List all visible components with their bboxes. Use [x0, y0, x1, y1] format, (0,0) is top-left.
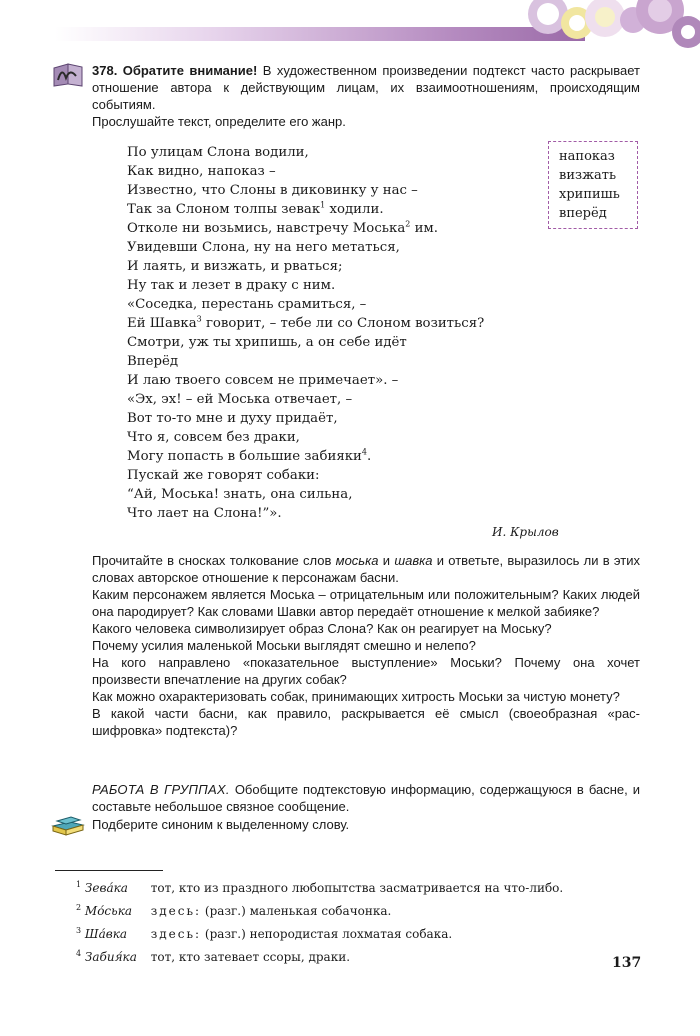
- poem-line: Вот то-то мне и духу придаёт,: [127, 411, 338, 426]
- poem-line: И лаять, и визжать, и рваться;: [127, 259, 343, 274]
- poem-line: Пускай же говорят собаки:: [127, 468, 320, 483]
- question-item: Каким персонажем является Моська – отрицательным или положительным? Каких людей она пародирует? Как словами Шавки автор передаёт отношение к мелкой забияке?: [92, 587, 640, 619]
- question-item: В какой части басни, как правило, раскрывается её смысл (своеобразная «рас-шифровка» подтекста)?: [92, 706, 640, 738]
- poem-line: Вперёд: [127, 354, 179, 369]
- poem-line: Как видно, напоказ –: [127, 164, 276, 179]
- poem-line: Отколе ни возьмись, навстречу Моська$^2$ им.: [127, 219, 439, 236]
- question-list: [92, 552, 640, 739]
- group-work-label: РАБОТА В ГРУППАХ.: [92, 782, 230, 797]
- poem-line: «Эх, эх! – ей Моська отвечает, –: [127, 392, 353, 407]
- synonym-task: Подберите синоним к выделенному слову.: [92, 817, 350, 832]
- footnotes: [76, 875, 563, 967]
- exercise-task: Прослушайте текст, определите его жанр.: [92, 114, 346, 129]
- poem-line: “Ай, Моська! знать, она сильна,: [127, 487, 353, 502]
- poem-line: И лаю твоего совсем не примечает». –: [127, 373, 399, 388]
- vocab-word: хрипишь: [559, 187, 620, 202]
- listen-icon: [52, 62, 86, 88]
- poem-line: Могу попасть в большие забияки$^4$.: [127, 447, 372, 464]
- poem-line: Увидевши Слона, ну на него метаться,: [127, 240, 400, 255]
- question-item: Какого человека символизирует образ Слона? Как он реагирует на Моську?: [92, 621, 552, 636]
- decorative-circles-icon: [0, 0, 700, 60]
- question-item: На кого направлено «показательное выступление» Моськи? Почему она хочет произвести впечатление на других собак?: [92, 655, 640, 687]
- poem-line: По улицам Слона водили,: [127, 145, 309, 160]
- poem-line: Смотри, уж ты хрипишь, а он себе идёт: [127, 335, 407, 350]
- poem-line: Что лает на Слона!”».: [127, 506, 282, 521]
- vocab-word: вперёд: [559, 206, 607, 221]
- exercise-text: В художественном произведении подтекст часто раскрывает отношение автора к действующим лицам, их взаимоотношениям, происходящим событиям.: [92, 63, 640, 112]
- group-work-task: [92, 781, 640, 815]
- footnote-divider: [55, 870, 163, 871]
- footnote: $^3$ Ша́вка здесь: (разг.) непородистая лохматая собака.: [76, 926, 453, 941]
- group-work-text: Обобщите подтекстовую информацию, содержащуюся в басне, и составьте небольшое связное сообщение.: [92, 782, 640, 814]
- poem: [127, 143, 484, 523]
- poem-line: Ну так и лезет в драку с ним.: [127, 278, 336, 293]
- poem-line: Так за Слоном толпы зевак$^1$ ходили.: [127, 200, 384, 217]
- poem-line: Ей Шавка$^3$ говорит, – тебе ли со Слоном возиться?: [127, 314, 485, 331]
- vocab-word: визжать: [559, 168, 617, 183]
- vocabulary-box: [548, 141, 638, 229]
- footnote: $^1$ Зева́ка тот, кто из праздного любопытства засматривается на что-либо.: [76, 880, 564, 895]
- question-item: Как можно охарактеризовать собак, принимающих хитрость Моськи за чистую монету?: [92, 689, 620, 704]
- exercise-number: 378. Обратите внимание!: [92, 63, 258, 78]
- books-icon: [50, 812, 86, 836]
- question-item: Прочитайте в сносках толкование слов моська и шавка и ответьте, выразилось ли в этих словах авторское отношение к персонажам басни.: [92, 553, 640, 585]
- vocab-word: напоказ: [559, 149, 615, 164]
- exercise-intro: [92, 62, 640, 113]
- footnote: $^4$ Забия́ка тот, кто затевает ссоры, драки.: [76, 949, 351, 964]
- page-number: 137: [612, 955, 642, 971]
- poem-author: И. Крылов: [492, 525, 559, 539]
- poem-line: Известно, что Слоны в диковинку у нас –: [127, 183, 418, 198]
- poem-line: Что я, совсем без драки,: [127, 430, 300, 445]
- poem-line: «Соседка, перестань срамиться, –: [127, 297, 367, 312]
- question-item: Почему усилия маленькой Моськи выглядят смешно и нелепо?: [92, 638, 476, 653]
- footnote: $^2$ Мо́ська здесь: (разг.) маленькая собачонка.: [76, 903, 392, 918]
